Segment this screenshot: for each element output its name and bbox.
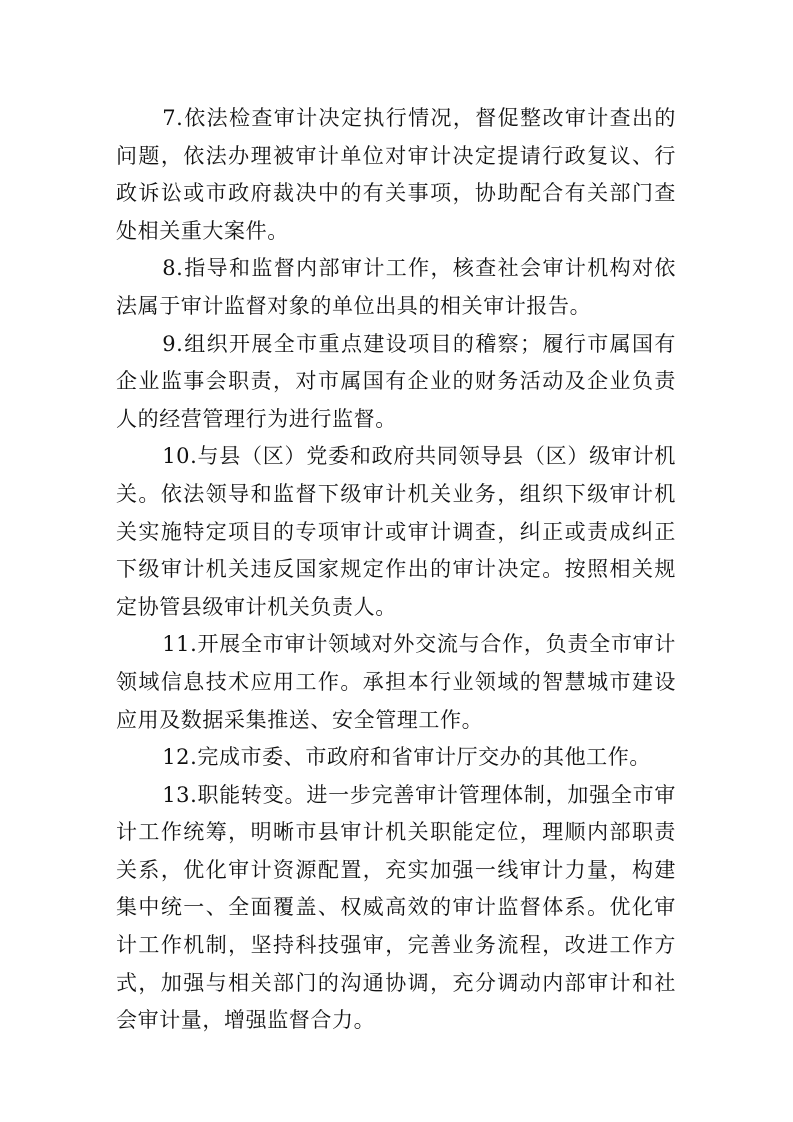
paragraph-item-7: 7.依法检查审计决定执行情况，督促整改审计查出的问题，依法办理被审计单位对审计决定提请行政复议、行政诉讼或市政府裁决中的有关事项，协助配合有关部门查处相关重大案件。 [116, 106, 676, 243]
paragraph-item-9: 9.组织开展全市重点建设项目的稽察；履行市属国有企业监事会职责，对市属国有企业的财务活动及企业负责人的经营管理行为进行监督。 [116, 331, 676, 431]
paragraph-item-12: 12.完成市委、市政府和省审计厅交办的其他工作。 [162, 745, 651, 770]
paragraph-item-11: 11.开展全市审计领域对外交流与合作，负责全市审计领域信息技术应用工作。承担本行业领域的智慧城市建设应用及数据采集推送、安全管理工作。 [116, 632, 676, 732]
document-body [116, 100, 676, 1040]
paragraph-item-10: 10.与县（区）党委和政府共同领导县（区）级审计机关。依法领导和监督下级审计机关业务，组织下级审计机关实施特定项目的专项审计或审计调查，纠正或责成纠正下级审计机关违反国家规定作出的审计决定。按照相关规定协管县级审计机关负责人。 [116, 444, 676, 619]
paragraph-item-8: 8.指导和监督内部审计工作，核查社会审计机构对依法属于审计监督对象的单位出具的相关审计报告。 [116, 256, 676, 318]
paragraph-item-13: 13.职能转变。进一步完善审计管理体制，加强全市审计工作统筹，明晰市县审计机关职能定位，理顺内部职责关系，优化审计资源配置，充实加强一线审计力量，构建集中统一、全面覆盖、权威高效的审计监督体系。优化审计工作机制，坚持科技强审，完善业务流程，改进工作方式，加强与相关部门的沟通协调，充分调动内部审计和社会审计量，增强监督合力。 [116, 782, 676, 1033]
